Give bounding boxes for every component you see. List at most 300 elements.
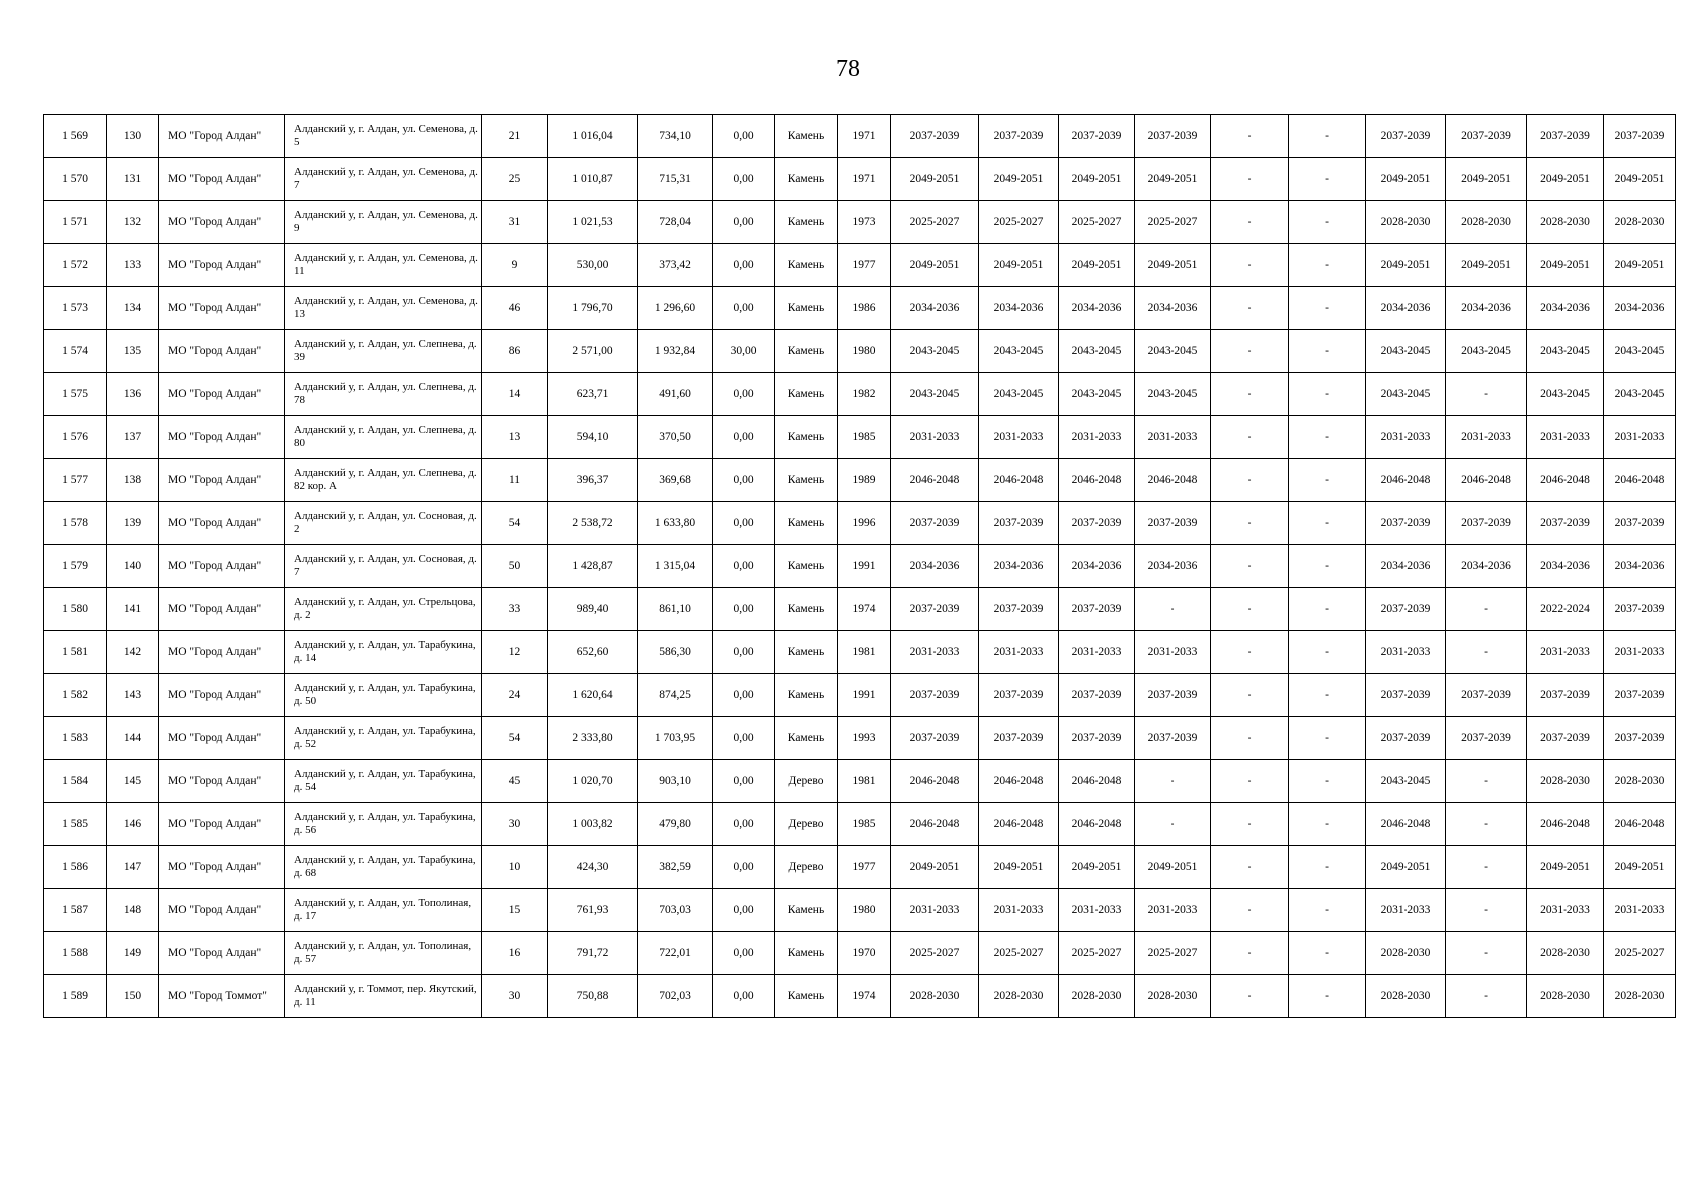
cell-row-number: 1 578 [44, 502, 107, 545]
cell-repair-period-6: - [1289, 717, 1366, 760]
cell-wall-material: Камень [775, 717, 838, 760]
cell-repair-period-3: 2049-2051 [1059, 158, 1135, 201]
cell-repair-period-3: 2037-2039 [1059, 674, 1135, 717]
cell-municipality: МО "Город Алдан" [159, 932, 285, 975]
cell-repair-period-9: 2037-2039 [1527, 717, 1604, 760]
cell-repair-period-8: 2037-2039 [1446, 115, 1527, 158]
cell-repair-period-9: 2031-2033 [1527, 889, 1604, 932]
cell-repair-period-9: 2028-2030 [1527, 201, 1604, 244]
cell-total-area: 2 333,80 [548, 717, 638, 760]
cell-repair-period-1: 2028-2030 [891, 975, 979, 1018]
cell-repair-period-5: - [1211, 158, 1289, 201]
cell-year-built: 1980 [838, 889, 891, 932]
cell-municipality: МО "Город Алдан" [159, 889, 285, 932]
cell-residents: 21 [482, 115, 548, 158]
cell-repair-period-7: 2037-2039 [1366, 115, 1446, 158]
cell-repair-period-3: 2031-2033 [1059, 889, 1135, 932]
cell-row-number: 1 569 [44, 115, 107, 158]
cell-repair-period-1: 2049-2051 [891, 846, 979, 889]
cell-municipality: МО "Город Алдан" [159, 373, 285, 416]
cell-row-number: 1 586 [44, 846, 107, 889]
cell-nonresidential-area: 0,00 [713, 502, 775, 545]
cell-address: Алданский у, г. Алдан, ул. Сосновая, д. 7 [285, 545, 482, 588]
cell-repair-period-4: 2031-2033 [1135, 631, 1211, 674]
cell-wall-material: Дерево [775, 803, 838, 846]
cell-total-area: 1 010,87 [548, 158, 638, 201]
cell-repair-period-8: - [1446, 803, 1527, 846]
cell-wall-material: Дерево [775, 760, 838, 803]
cell-year-built: 1991 [838, 545, 891, 588]
cell-repair-period-3: 2037-2039 [1059, 115, 1135, 158]
cell-repair-period-7: 2049-2051 [1366, 158, 1446, 201]
cell-year-built: 1974 [838, 975, 891, 1018]
cell-total-area: 623,71 [548, 373, 638, 416]
cell-repair-period-3: 2043-2045 [1059, 330, 1135, 373]
cell-row-number: 1 572 [44, 244, 107, 287]
cell-municipality: МО "Город Алдан" [159, 717, 285, 760]
cell-repair-period-9: 2046-2048 [1527, 803, 1604, 846]
cell-municipality: МО "Город Томмот" [159, 975, 285, 1018]
cell-repair-period-1: 2037-2039 [891, 588, 979, 631]
cell-repair-period-2: 2031-2033 [979, 631, 1059, 674]
cell-repair-period-8: - [1446, 932, 1527, 975]
cell-total-area: 2 571,00 [548, 330, 638, 373]
cell-repair-period-8: - [1446, 846, 1527, 889]
cell-nonresidential-area: 0,00 [713, 717, 775, 760]
cell-repair-period-3: 2025-2027 [1059, 932, 1135, 975]
cell-repair-period-4: 2037-2039 [1135, 717, 1211, 760]
table-row [44, 545, 1676, 588]
cell-repair-period-8: 2037-2039 [1446, 674, 1527, 717]
cell-repair-period-2: 2049-2051 [979, 846, 1059, 889]
cell-year-built: 1993 [838, 717, 891, 760]
cell-repair-period-1: 2037-2039 [891, 502, 979, 545]
cell-total-area: 761,93 [548, 889, 638, 932]
housing-registry-table [43, 114, 1676, 1018]
cell-address: Алданский у, г. Томмот, пер. Якутский, д. 11 [285, 975, 482, 1018]
cell-repair-period-1: 2037-2039 [891, 674, 979, 717]
cell-repair-period-7: 2037-2039 [1366, 588, 1446, 631]
cell-repair-period-4: 2043-2045 [1135, 330, 1211, 373]
cell-repair-period-6: - [1289, 416, 1366, 459]
cell-repair-period-6: - [1289, 545, 1366, 588]
cell-repair-period-2: 2046-2048 [979, 803, 1059, 846]
cell-local-number: 150 [107, 975, 159, 1018]
cell-residents: 45 [482, 760, 548, 803]
cell-local-number: 145 [107, 760, 159, 803]
cell-municipality: МО "Город Алдан" [159, 158, 285, 201]
cell-repair-period-3: 2043-2045 [1059, 373, 1135, 416]
cell-repair-period-1: 2025-2027 [891, 932, 979, 975]
cell-address: Алданский у, г. Алдан, ул. Семенова, д. 5 [285, 115, 482, 158]
cell-residents: 54 [482, 717, 548, 760]
cell-address: Алданский у, г. Алдан, ул. Тарабукина, д. 56 [285, 803, 482, 846]
cell-living-area: 370,50 [638, 416, 713, 459]
cell-address: Алданский у, г. Алдан, ул. Слепнева, д. 80 [285, 416, 482, 459]
cell-wall-material: Камень [775, 373, 838, 416]
cell-repair-period-1: 2049-2051 [891, 244, 979, 287]
cell-repair-period-9: 2031-2033 [1527, 416, 1604, 459]
cell-repair-period-8: 2046-2048 [1446, 459, 1527, 502]
cell-repair-period-7: 2043-2045 [1366, 373, 1446, 416]
cell-repair-period-8: 2037-2039 [1446, 717, 1527, 760]
cell-repair-period-4: 2049-2051 [1135, 244, 1211, 287]
cell-repair-period-8: - [1446, 889, 1527, 932]
cell-repair-period-10: 2028-2030 [1604, 201, 1676, 244]
cell-local-number: 130 [107, 115, 159, 158]
cell-residents: 86 [482, 330, 548, 373]
cell-nonresidential-area: 0,00 [713, 803, 775, 846]
cell-total-area: 1 020,70 [548, 760, 638, 803]
cell-repair-period-8: 2049-2051 [1446, 158, 1527, 201]
cell-repair-period-3: 2028-2030 [1059, 975, 1135, 1018]
cell-residents: 10 [482, 846, 548, 889]
cell-municipality: МО "Город Алдан" [159, 201, 285, 244]
cell-repair-period-2: 2034-2036 [979, 545, 1059, 588]
cell-repair-period-8: - [1446, 975, 1527, 1018]
cell-repair-period-1: 2031-2033 [891, 416, 979, 459]
cell-repair-period-7: 2031-2033 [1366, 631, 1446, 674]
cell-address: Алданский у, г. Алдан, ул. Слепнева, д. 78 [285, 373, 482, 416]
cell-year-built: 1977 [838, 846, 891, 889]
cell-address: Алданский у, г. Алдан, ул. Тополиная, д. 17 [285, 889, 482, 932]
cell-residents: 11 [482, 459, 548, 502]
cell-repair-period-10: 2049-2051 [1604, 158, 1676, 201]
cell-repair-period-5: - [1211, 674, 1289, 717]
cell-repair-period-5: - [1211, 502, 1289, 545]
cell-living-area: 861,10 [638, 588, 713, 631]
cell-repair-period-9: 2034-2036 [1527, 545, 1604, 588]
cell-repair-period-8: 2031-2033 [1446, 416, 1527, 459]
cell-repair-period-6: - [1289, 459, 1366, 502]
cell-local-number: 140 [107, 545, 159, 588]
cell-repair-period-7: 2031-2033 [1366, 416, 1446, 459]
cell-local-number: 133 [107, 244, 159, 287]
cell-repair-period-7: 2028-2030 [1366, 201, 1446, 244]
cell-repair-period-1: 2037-2039 [891, 115, 979, 158]
cell-local-number: 136 [107, 373, 159, 416]
cell-nonresidential-area: 30,00 [713, 330, 775, 373]
cell-repair-period-7: 2046-2048 [1366, 803, 1446, 846]
cell-residents: 30 [482, 803, 548, 846]
cell-repair-period-6: - [1289, 889, 1366, 932]
cell-address: Алданский у, г. Алдан, ул. Стрельцова, д. 2 [285, 588, 482, 631]
cell-total-area: 1 620,64 [548, 674, 638, 717]
cell-wall-material: Камень [775, 975, 838, 1018]
table-row [44, 459, 1676, 502]
cell-row-number: 1 579 [44, 545, 107, 588]
cell-living-area: 1 296,60 [638, 287, 713, 330]
page-number: 78 [836, 56, 860, 82]
cell-total-area: 1 003,82 [548, 803, 638, 846]
cell-nonresidential-area: 0,00 [713, 631, 775, 674]
cell-repair-period-8: - [1446, 588, 1527, 631]
table-row [44, 244, 1676, 287]
cell-wall-material: Камень [775, 631, 838, 674]
cell-repair-period-4: 2037-2039 [1135, 502, 1211, 545]
cell-nonresidential-area: 0,00 [713, 889, 775, 932]
cell-repair-period-5: - [1211, 932, 1289, 975]
cell-repair-period-6: - [1289, 115, 1366, 158]
cell-repair-period-4: - [1135, 760, 1211, 803]
cell-wall-material: Камень [775, 932, 838, 975]
cell-residents: 33 [482, 588, 548, 631]
cell-residents: 50 [482, 545, 548, 588]
cell-repair-period-1: 2046-2048 [891, 760, 979, 803]
cell-repair-period-4: 2037-2039 [1135, 674, 1211, 717]
cell-repair-period-10: 2031-2033 [1604, 416, 1676, 459]
cell-repair-period-7: 2049-2051 [1366, 846, 1446, 889]
cell-living-area: 491,60 [638, 373, 713, 416]
cell-repair-period-6: - [1289, 201, 1366, 244]
cell-repair-period-2: 2037-2039 [979, 674, 1059, 717]
cell-repair-period-4: 2049-2051 [1135, 846, 1211, 889]
cell-repair-period-2: 2037-2039 [979, 502, 1059, 545]
cell-residents: 9 [482, 244, 548, 287]
cell-repair-period-1: 2043-2045 [891, 330, 979, 373]
cell-residents: 15 [482, 889, 548, 932]
cell-repair-period-5: - [1211, 416, 1289, 459]
table-row [44, 760, 1676, 803]
cell-row-number: 1 587 [44, 889, 107, 932]
cell-repair-period-5: - [1211, 975, 1289, 1018]
cell-total-area: 396,37 [548, 459, 638, 502]
cell-living-area: 1 315,04 [638, 545, 713, 588]
cell-repair-period-5: - [1211, 459, 1289, 502]
table-row [44, 502, 1676, 545]
cell-repair-period-3: 2037-2039 [1059, 588, 1135, 631]
cell-wall-material: Дерево [775, 846, 838, 889]
cell-repair-period-9: 2043-2045 [1527, 330, 1604, 373]
table-row [44, 330, 1676, 373]
cell-row-number: 1 571 [44, 201, 107, 244]
cell-repair-period-6: - [1289, 502, 1366, 545]
table-row [44, 975, 1676, 1018]
cell-total-area: 652,60 [548, 631, 638, 674]
cell-nonresidential-area: 0,00 [713, 975, 775, 1018]
cell-living-area: 702,03 [638, 975, 713, 1018]
cell-repair-period-7: 2037-2039 [1366, 717, 1446, 760]
cell-repair-period-9: 2049-2051 [1527, 846, 1604, 889]
cell-municipality: МО "Город Алдан" [159, 115, 285, 158]
cell-municipality: МО "Город Алдан" [159, 803, 285, 846]
cell-nonresidential-area: 0,00 [713, 158, 775, 201]
cell-wall-material: Камень [775, 244, 838, 287]
cell-repair-period-10: 2034-2036 [1604, 287, 1676, 330]
cell-repair-period-8: - [1446, 631, 1527, 674]
cell-municipality: МО "Город Алдан" [159, 588, 285, 631]
table-row [44, 588, 1676, 631]
cell-repair-period-5: - [1211, 244, 1289, 287]
cell-wall-material: Камень [775, 545, 838, 588]
cell-local-number: 137 [107, 416, 159, 459]
cell-year-built: 1971 [838, 158, 891, 201]
cell-nonresidential-area: 0,00 [713, 201, 775, 244]
cell-local-number: 138 [107, 459, 159, 502]
cell-row-number: 1 582 [44, 674, 107, 717]
cell-row-number: 1 580 [44, 588, 107, 631]
cell-total-area: 594,10 [548, 416, 638, 459]
cell-repair-period-6: - [1289, 330, 1366, 373]
cell-address: Алданский у, г. Алдан, ул. Тарабукина, д. 68 [285, 846, 482, 889]
cell-repair-period-5: - [1211, 115, 1289, 158]
cell-repair-period-2: 2043-2045 [979, 373, 1059, 416]
cell-living-area: 1 633,80 [638, 502, 713, 545]
cell-repair-period-3: 2031-2033 [1059, 631, 1135, 674]
cell-municipality: МО "Город Алдан" [159, 674, 285, 717]
cell-repair-period-2: 2025-2027 [979, 932, 1059, 975]
cell-repair-period-1: 2049-2051 [891, 158, 979, 201]
cell-municipality: МО "Город Алдан" [159, 244, 285, 287]
cell-residents: 54 [482, 502, 548, 545]
table-row [44, 889, 1676, 932]
cell-residents: 13 [482, 416, 548, 459]
cell-repair-period-2: 2031-2033 [979, 416, 1059, 459]
cell-nonresidential-area: 0,00 [713, 244, 775, 287]
cell-repair-period-1: 2034-2036 [891, 545, 979, 588]
cell-year-built: 1981 [838, 760, 891, 803]
cell-repair-period-3: 2046-2048 [1059, 459, 1135, 502]
cell-repair-period-4: 2037-2039 [1135, 115, 1211, 158]
table-row [44, 846, 1676, 889]
cell-repair-period-9: 2028-2030 [1527, 760, 1604, 803]
cell-repair-period-7: 2043-2045 [1366, 330, 1446, 373]
cell-repair-period-7: 2031-2033 [1366, 889, 1446, 932]
cell-repair-period-8: - [1446, 373, 1527, 416]
table-row [44, 674, 1676, 717]
cell-wall-material: Камень [775, 459, 838, 502]
table-row [44, 115, 1676, 158]
cell-repair-period-8: 2034-2036 [1446, 287, 1527, 330]
cell-total-area: 989,40 [548, 588, 638, 631]
cell-repair-period-5: - [1211, 545, 1289, 588]
cell-total-area: 1 021,53 [548, 201, 638, 244]
cell-repair-period-10: 2037-2039 [1604, 502, 1676, 545]
cell-address: Алданский у, г. Алдан, ул. Тарабукина, д. 54 [285, 760, 482, 803]
table-row [44, 373, 1676, 416]
cell-repair-period-10: 2031-2033 [1604, 631, 1676, 674]
cell-repair-period-5: - [1211, 717, 1289, 760]
table-row [44, 631, 1676, 674]
cell-repair-period-1: 2034-2036 [891, 287, 979, 330]
cell-repair-period-9: 2037-2039 [1527, 115, 1604, 158]
cell-municipality: МО "Город Алдан" [159, 287, 285, 330]
cell-repair-period-10: 2049-2051 [1604, 846, 1676, 889]
cell-row-number: 1 577 [44, 459, 107, 502]
cell-repair-period-10: 2043-2045 [1604, 330, 1676, 373]
cell-residents: 24 [482, 674, 548, 717]
cell-repair-period-4: - [1135, 588, 1211, 631]
cell-living-area: 586,30 [638, 631, 713, 674]
cell-repair-period-2: 2043-2045 [979, 330, 1059, 373]
cell-repair-period-2: 2037-2039 [979, 588, 1059, 631]
cell-living-area: 874,25 [638, 674, 713, 717]
cell-nonresidential-area: 0,00 [713, 416, 775, 459]
cell-address: Алданский у, г. Алдан, ул. Сосновая, д. 2 [285, 502, 482, 545]
cell-municipality: МО "Город Алдан" [159, 846, 285, 889]
cell-nonresidential-area: 0,00 [713, 373, 775, 416]
cell-year-built: 1985 [838, 416, 891, 459]
cell-local-number: 132 [107, 201, 159, 244]
cell-repair-period-4: - [1135, 803, 1211, 846]
cell-repair-period-3: 2037-2039 [1059, 717, 1135, 760]
cell-residents: 30 [482, 975, 548, 1018]
cell-repair-period-2: 2049-2051 [979, 244, 1059, 287]
cell-repair-period-10: 2037-2039 [1604, 717, 1676, 760]
cell-municipality: МО "Город Алдан" [159, 502, 285, 545]
cell-year-built: 1986 [838, 287, 891, 330]
cell-residents: 25 [482, 158, 548, 201]
cell-living-area: 479,80 [638, 803, 713, 846]
cell-row-number: 1 583 [44, 717, 107, 760]
cell-repair-period-7: 2037-2039 [1366, 674, 1446, 717]
cell-repair-period-2: 2046-2048 [979, 459, 1059, 502]
cell-repair-period-10: 2028-2030 [1604, 760, 1676, 803]
cell-repair-period-4: 2025-2027 [1135, 932, 1211, 975]
table-row [44, 416, 1676, 459]
cell-nonresidential-area: 0,00 [713, 545, 775, 588]
cell-repair-period-3: 2046-2048 [1059, 760, 1135, 803]
cell-repair-period-9: 2028-2030 [1527, 975, 1604, 1018]
cell-nonresidential-area: 0,00 [713, 459, 775, 502]
cell-repair-period-6: - [1289, 975, 1366, 1018]
cell-total-area: 750,88 [548, 975, 638, 1018]
cell-repair-period-1: 2025-2027 [891, 201, 979, 244]
cell-repair-period-9: 2049-2051 [1527, 158, 1604, 201]
cell-residents: 16 [482, 932, 548, 975]
cell-repair-period-2: 2028-2030 [979, 975, 1059, 1018]
cell-total-area: 1 016,04 [548, 115, 638, 158]
cell-total-area: 530,00 [548, 244, 638, 287]
cell-local-number: 143 [107, 674, 159, 717]
cell-year-built: 1977 [838, 244, 891, 287]
cell-repair-period-5: - [1211, 373, 1289, 416]
cell-repair-period-10: 2037-2039 [1604, 588, 1676, 631]
cell-row-number: 1 570 [44, 158, 107, 201]
cell-repair-period-10: 2037-2039 [1604, 674, 1676, 717]
cell-living-area: 728,04 [638, 201, 713, 244]
cell-address: Алданский у, г. Алдан, ул. Семенова, д. 11 [285, 244, 482, 287]
cell-local-number: 135 [107, 330, 159, 373]
table-row [44, 201, 1676, 244]
table-row [44, 158, 1676, 201]
cell-year-built: 1970 [838, 932, 891, 975]
cell-repair-period-7: 2034-2036 [1366, 287, 1446, 330]
cell-repair-period-6: - [1289, 158, 1366, 201]
cell-repair-period-9: 2046-2048 [1527, 459, 1604, 502]
cell-year-built: 1996 [838, 502, 891, 545]
cell-repair-period-2: 2049-2051 [979, 158, 1059, 201]
cell-wall-material: Камень [775, 674, 838, 717]
cell-residents: 12 [482, 631, 548, 674]
cell-living-area: 369,68 [638, 459, 713, 502]
cell-living-area: 734,10 [638, 115, 713, 158]
cell-repair-period-6: - [1289, 373, 1366, 416]
cell-local-number: 149 [107, 932, 159, 975]
cell-repair-period-1: 2037-2039 [891, 717, 979, 760]
cell-row-number: 1 574 [44, 330, 107, 373]
cell-repair-period-3: 2037-2039 [1059, 502, 1135, 545]
cell-repair-period-3: 2046-2048 [1059, 803, 1135, 846]
cell-repair-period-2: 2037-2039 [979, 115, 1059, 158]
cell-repair-period-5: - [1211, 889, 1289, 932]
cell-municipality: МО "Город Алдан" [159, 631, 285, 674]
cell-year-built: 1974 [838, 588, 891, 631]
cell-repair-period-10: 2025-2027 [1604, 932, 1676, 975]
cell-repair-period-6: - [1289, 287, 1366, 330]
cell-local-number: 147 [107, 846, 159, 889]
cell-repair-period-9: 2037-2039 [1527, 674, 1604, 717]
